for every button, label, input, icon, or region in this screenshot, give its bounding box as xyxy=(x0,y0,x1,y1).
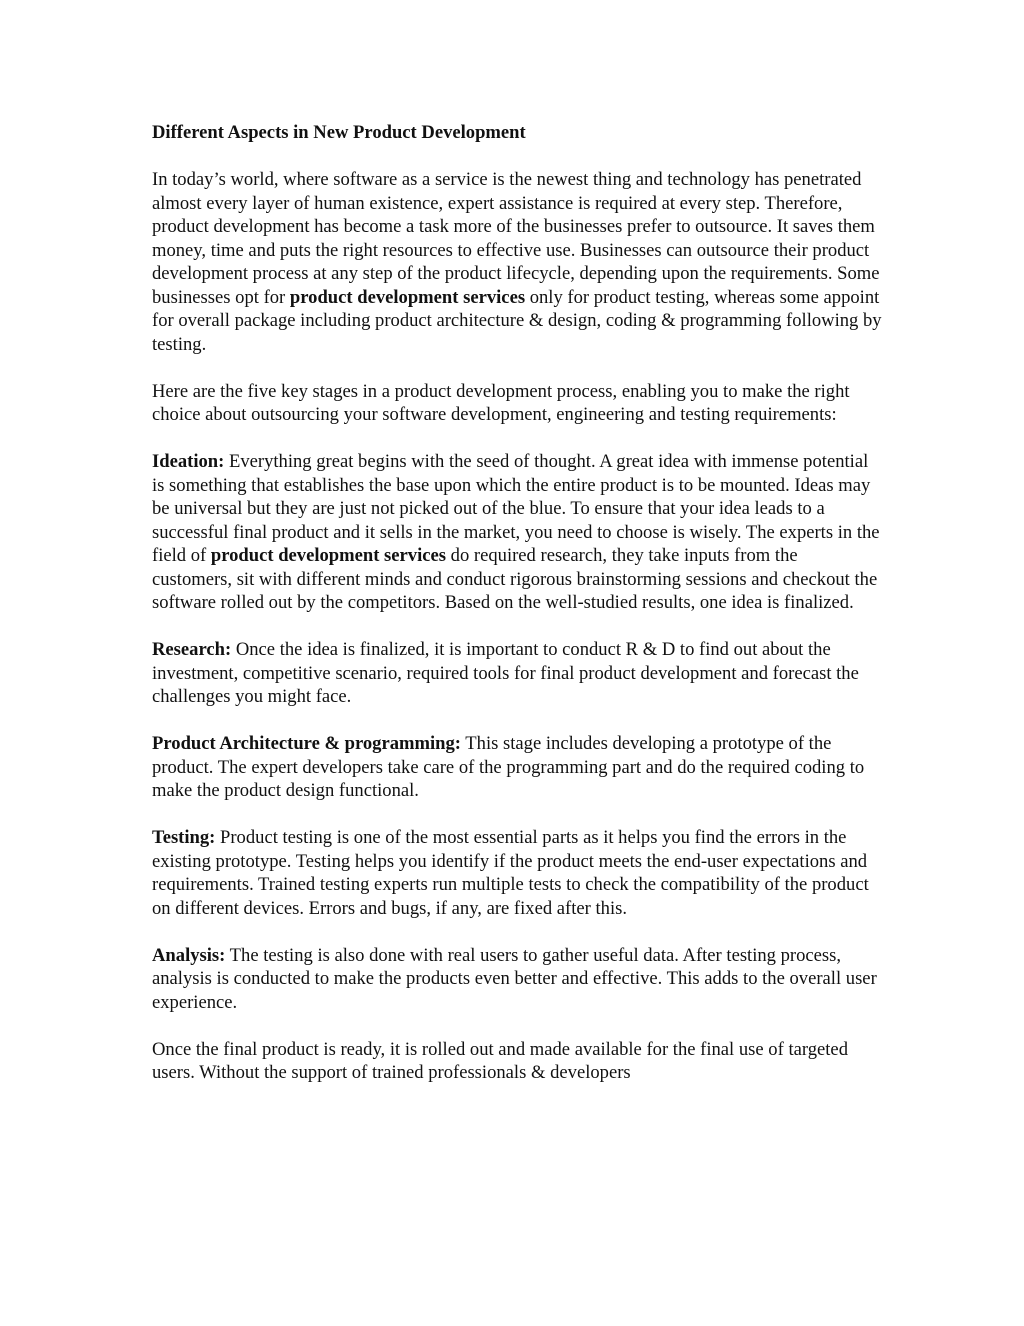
ideation-keyword: product development services xyxy=(210,545,447,566)
ideation-text-end: do required research, they take inputs from the customers, sit with different minds and conduct rigorous brainstorming sessions and checkout the software rolled out by the competitors. Based on the well-studied results, one idea is finalized. xyxy=(152,545,878,613)
research-paragraph xyxy=(152,638,882,709)
analysis-paragraph xyxy=(152,944,882,1015)
document-body xyxy=(152,121,882,1108)
research-text: Once the idea is finalized, it is important to conduct R & D to find out about the investment, competitive scenario, required tools for final product development and forecast the challenges you might face. xyxy=(152,639,859,707)
ideation-text: Everything great begins with the seed of thought. A great idea with immense potential is something that establishes the base upon which the entire product is to be mounted. Ideas may be universal but they are just not picked out of the blue. To ensure that your idea leads to a successful final product and it sells in the market, you need to choose is wisely. The experts in the field of xyxy=(152,451,880,566)
testing-label: Testing: xyxy=(152,827,216,848)
document-title: Different Aspects in New Product Development xyxy=(152,122,526,143)
stages-intro-paragraph: Here are the five key stages in a product development process, enabling you to make the right choice about outsourcing your software development, engineering and testing requirements: xyxy=(152,380,850,425)
ideation-paragraph xyxy=(152,450,882,615)
testing-text: Product testing is one of the most essential parts as it helps you find the errors in the existing prototype. Testing helps you identify if the product meets the end-user expectations and requirements. Trained testing experts run multiple tests to check the compatibility of the product on different devices. Errors and bugs, if any, are fixed after this. xyxy=(152,827,869,919)
architecture-paragraph xyxy=(152,732,882,803)
testing-paragraph xyxy=(152,826,882,920)
intro-keyword: product development services xyxy=(289,286,526,308)
ideation-label: Ideation: xyxy=(152,451,225,472)
research-label: Research: xyxy=(152,639,232,660)
architecture-label: Product Architecture & programming: xyxy=(152,733,461,754)
closing-paragraph: Once the final product is ready, it is rolled out and made available for the final use of targeted users. Without the support of trained professionals & developers xyxy=(152,1038,848,1083)
intro-text-end: only for product testing, whereas some appoint for overall package including product architecture & design, coding & programming following by testing. xyxy=(152,286,882,355)
analysis-label: Analysis: xyxy=(152,944,226,966)
intro-paragraph xyxy=(152,168,882,356)
intro-text: In today’s world, where software as a service is the newest thing and technology has penetrated almost every layer of human existence, expert assistance is required at every step. Therefore, product development has become a task more of the businesses prefer to outsource. It saves them money, time and puts the right resources to effective use. Businesses can outsource their product development process at any step of the product lifecycle, depending upon the requirements. Some businesses opt for xyxy=(152,169,880,308)
analysis-text: The testing is also done with real users to gather useful data. After testing process, analysis is conducted to make the products even better and effective. This adds to the overall user experience. xyxy=(152,944,877,1013)
architecture-text: This stage includes developing a prototype of the product. The expert developers take care of the programming part and do the required coding to make the product design functional. xyxy=(152,733,865,801)
